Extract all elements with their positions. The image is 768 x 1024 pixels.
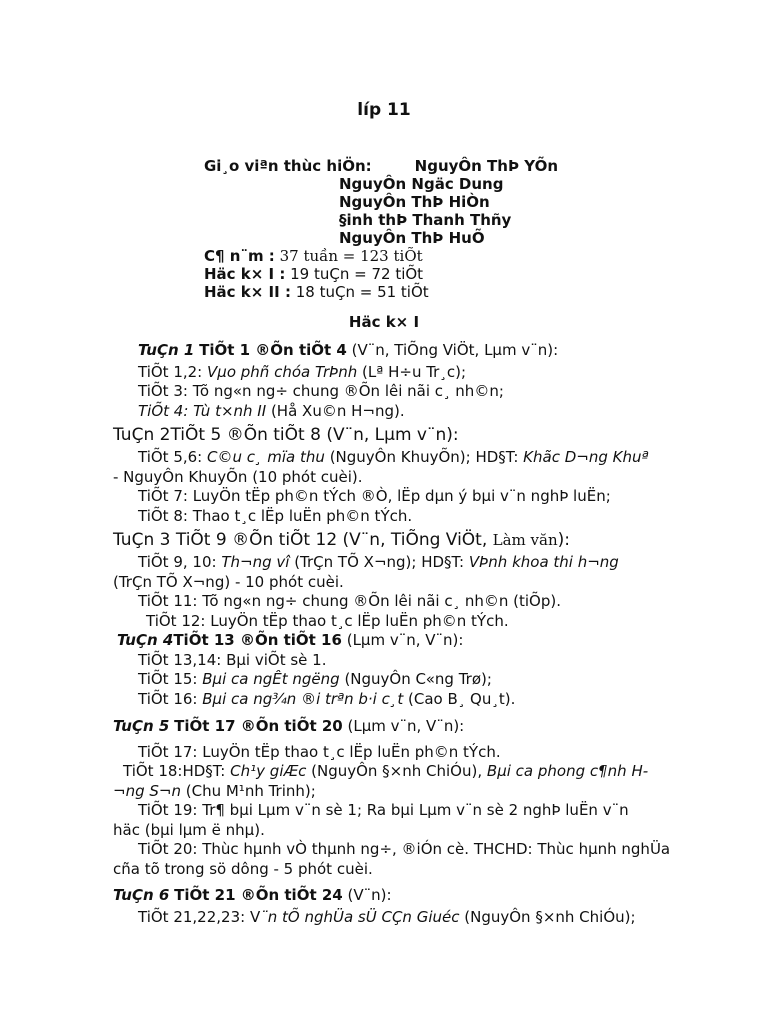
week-subjects: (V¨n): xyxy=(347,886,392,904)
lesson-author: (NguyÔn §×nh ChiÓu); xyxy=(464,907,636,926)
year-label: C¶ n¨m : xyxy=(204,247,275,265)
week-heading-text: TuÇn 3 TiÕt 9 ®Õn tiÕt 12 (V¨n, TiÕng ViÖt, xyxy=(113,530,488,550)
week-label: TuÇn 6 xyxy=(113,886,170,904)
teacher-name: NguyÔn ThÞ YÕn xyxy=(414,157,559,175)
lesson-line: (TrÇn TÕ X¬ng) - 10 phót cuèi. xyxy=(113,572,344,591)
teacher-name: NguyÔn ThÞ HuÕ xyxy=(339,229,485,247)
teacher-row-1 xyxy=(204,157,558,175)
lesson-line: TiÕt 11: Tõ ng«n ng÷ chung ®Õn lêi nãi c¸ nh©n (tiÕp). xyxy=(138,592,561,610)
lesson-number: TiÕt 1,2: xyxy=(138,362,203,381)
week-label: TuÇn 5 xyxy=(113,717,170,735)
week-heading-text: ): xyxy=(557,530,571,550)
lesson-line: TiÕt 3: Tõ ng«n ng÷ chung ®Õn lêi nãi c¸ nh©n; xyxy=(138,382,504,400)
lesson-title: Bµi ca phong c¶nh H- xyxy=(486,762,649,780)
week-heading xyxy=(113,631,656,651)
teacher-info xyxy=(204,157,558,301)
week-heading xyxy=(113,341,656,361)
lesson-line xyxy=(113,402,656,422)
lesson-number: TiÕt 21,22,23: V xyxy=(138,907,261,926)
lesson-line: cña tõ trong sö dông - 5 phót cuèi. xyxy=(113,859,373,878)
lesson-line: - NguyÔn KhuyÕn (10 phót cuèi). xyxy=(113,467,363,486)
week-heading xyxy=(113,717,656,737)
week-subjects: (V¨n, TiÕng ViÖt, Lµm v¨n): xyxy=(351,341,559,359)
lesson-line: TiÕt 12: LuyÖn tËp thao t¸c lËp luËn ph©n tÝch. xyxy=(146,611,509,630)
lesson-line xyxy=(113,782,656,802)
lesson-number: TiÕt 9, 10: xyxy=(138,553,217,571)
lesson-title: VÞnh khoa thi h¬ng xyxy=(468,553,619,571)
week-heading: TuÇn 2TiÕt 5 ®Õn tiÕt 8 (V¨n, Lµm v¨n): xyxy=(113,425,459,445)
teacher-label: Gi¸o viªn thùc hiÖn: xyxy=(204,157,372,175)
lesson-title: Th¬ng vî xyxy=(221,553,290,571)
week-heading xyxy=(113,886,656,906)
lesson-number: TiÕt 5,6: xyxy=(138,448,203,466)
lesson-title: Bµi ca ng¾n ®i trªn b·i c¸t xyxy=(202,689,404,708)
lesson-line xyxy=(113,670,656,690)
lesson-author: (Chu M¹nh Trinh); xyxy=(185,781,316,800)
lesson-title: Bµi ca ngÊt ngëng xyxy=(202,670,340,688)
week-range: TiÕt 21 ®Õn tiÕt 24 xyxy=(174,886,343,904)
semester2-row xyxy=(204,283,558,301)
semester1-row xyxy=(204,265,558,283)
lesson-title: Ch¹y giÆc xyxy=(230,762,307,780)
lesson-line: TiÕt 17: LuyÖn tËp thao t¸c lËp luËn ph©n tÝch. xyxy=(138,742,501,761)
teacher-name: §inh thÞ Thanh Thñy xyxy=(339,211,512,229)
teacher-name: NguyÔn Ngäc Dung xyxy=(339,175,504,193)
lesson-author: (NguyÔn C«ng Trø); xyxy=(344,670,492,688)
week-range: TiÕt 1 ®Õn tiÕt 4 xyxy=(199,341,347,359)
semester-heading: Häc k× I xyxy=(348,313,420,331)
semester2-label: Häc k× II : xyxy=(204,283,291,301)
lesson-line: TiÕt 7: LuyÖn tËp ph©n tÝch ®Ò, lËp dµn ý bµi v¨n nghÞ luËn; xyxy=(138,487,611,505)
semester2-value: 18 tuÇn = 51 tiÕt xyxy=(295,283,429,301)
week-subjects: (Lµm v¨n, V¨n): xyxy=(347,717,465,735)
week-range: TiÕt 17 ®Õn tiÕt 20 xyxy=(174,717,343,735)
lesson-author: (Lª H÷u Tr¸c); xyxy=(362,362,466,381)
lesson-line xyxy=(113,448,656,468)
week-range: TiÕt 13 ®Õn tiÕt 16 xyxy=(173,631,342,649)
lesson-author: (TrÇn TÕ X¬ng); HD§T: xyxy=(294,553,465,571)
lesson-title: Vµo phñ chóa TrÞnh xyxy=(207,362,358,381)
lesson-line xyxy=(113,690,656,710)
syllabus-body xyxy=(113,338,671,927)
lesson-line: häc (bµi lµm ë nhµ). xyxy=(113,820,265,839)
lesson-line xyxy=(113,908,656,928)
lesson-number: TiÕt 15: xyxy=(138,670,198,688)
lesson-author: (Cao B¸ Qu¸t). xyxy=(408,689,516,708)
week-heading-text: Làm văn xyxy=(492,531,558,549)
lesson-number: TiÕt 18:HD§T: xyxy=(123,762,226,780)
teacher-name: NguyÔn ThÞ HiÒn xyxy=(339,193,490,211)
week-label: TuÇn 1 xyxy=(138,341,195,359)
week-heading xyxy=(113,529,656,551)
lesson-number: TiÕt 16: xyxy=(138,689,198,708)
page-title: líp 11 xyxy=(357,100,411,120)
lesson-title: TiÕt 4: Tù t×nh II xyxy=(138,401,267,420)
semester1-value: 19 tuÇn = 72 tiÕt xyxy=(290,265,424,283)
week-label: TuÇn 4 xyxy=(117,631,174,649)
lesson-title: ¨n tÕ nghÜa sÜ CÇn Giuéc xyxy=(260,907,460,926)
lesson-title: Khãc D¬ng Khuª xyxy=(523,448,649,466)
lesson-line: TiÕt 20: Thùc hµnh vÒ thµnh ng÷, ®iÓn cè. THCHD: Thùc hµnh nghÜa xyxy=(138,840,671,858)
year-row xyxy=(204,247,558,265)
lesson-author: (NguyÔn §×nh ChiÓu), xyxy=(311,762,483,780)
year-value: 37 tuần = 123 tiÕt xyxy=(279,247,423,265)
lesson-author: (Hå Xu©n H¬ng). xyxy=(270,401,405,420)
week-subjects: (Lµm v¨n, V¨n): xyxy=(346,631,464,649)
lesson-title: ¬ng S¬n xyxy=(113,781,181,800)
lesson-line: TiÕt 13,14: Bµi viÕt sè 1. xyxy=(138,650,327,669)
lesson-author: (NguyÔn KhuyÕn); HD§T: xyxy=(329,448,519,466)
lesson-line xyxy=(113,553,656,573)
lesson-line xyxy=(113,363,656,383)
semester1-label: Häc k× I : xyxy=(204,265,286,283)
lesson-line: TiÕt 19: Tr¶ bµi Lµm v¨n sè 1; Ra bµi Lµm v¨n sè 2 nghÞ luËn v¨n xyxy=(138,801,629,819)
lesson-title: C©u c¸ mïa thu xyxy=(207,448,325,466)
lesson-line: TiÕt 8: Thao t¸c lËp luËn ph©n tÝch. xyxy=(138,506,413,525)
lesson-line xyxy=(113,762,656,782)
